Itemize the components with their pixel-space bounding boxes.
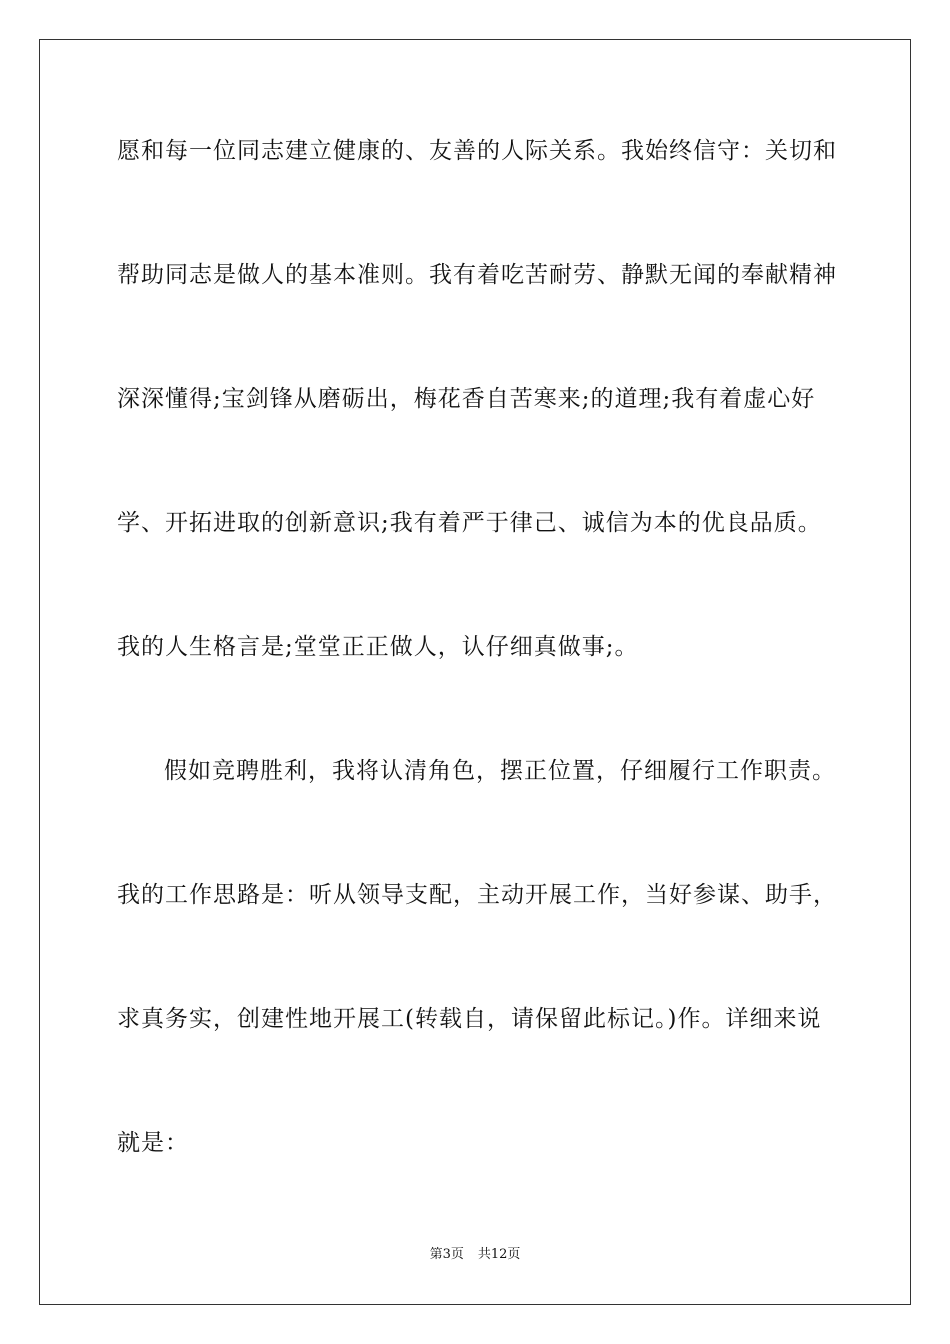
body-text-line: 学、开拓进取的创新意识;我有着严于律己、诚信为本的优良品质。 [117, 510, 822, 536]
page-footer [0, 1246, 950, 1264]
body-text-line: 我的人生格言是;堂堂正正做人，认仔细真做事;。 [117, 634, 639, 660]
body-text-line: 我的工作思路是：听从领导支配，主动开展工作，当好参谋、助手， [117, 882, 837, 908]
body-text-line: 帮助同志是做人的基本准则。我有着吃苦耐劳、静默无闻的奉献精神 [117, 262, 837, 288]
body-text-line: 就是： [117, 1130, 189, 1156]
body-text-line: 假如竞聘胜利，我将认清角色，摆正位置，仔细履行工作职责。 [164, 758, 836, 784]
body-text-line: 愿和每一位同志建立健康的、友善的人际关系。我始终信守：关切和 [117, 138, 837, 164]
body-text-line: 求真务实，创建性地开展工(转载自，请保留此标记。)作。详细来说 [117, 1006, 822, 1032]
page-number-current: 第3页 [429, 1247, 464, 1262]
body-text-line: 深深懂得;宝剑锋从磨砺出，梅花香自苦寒来;的道理;我有着虚心好 [117, 386, 816, 412]
page-number-total: 共12页 [477, 1247, 521, 1262]
page-frame [39, 39, 911, 1305]
